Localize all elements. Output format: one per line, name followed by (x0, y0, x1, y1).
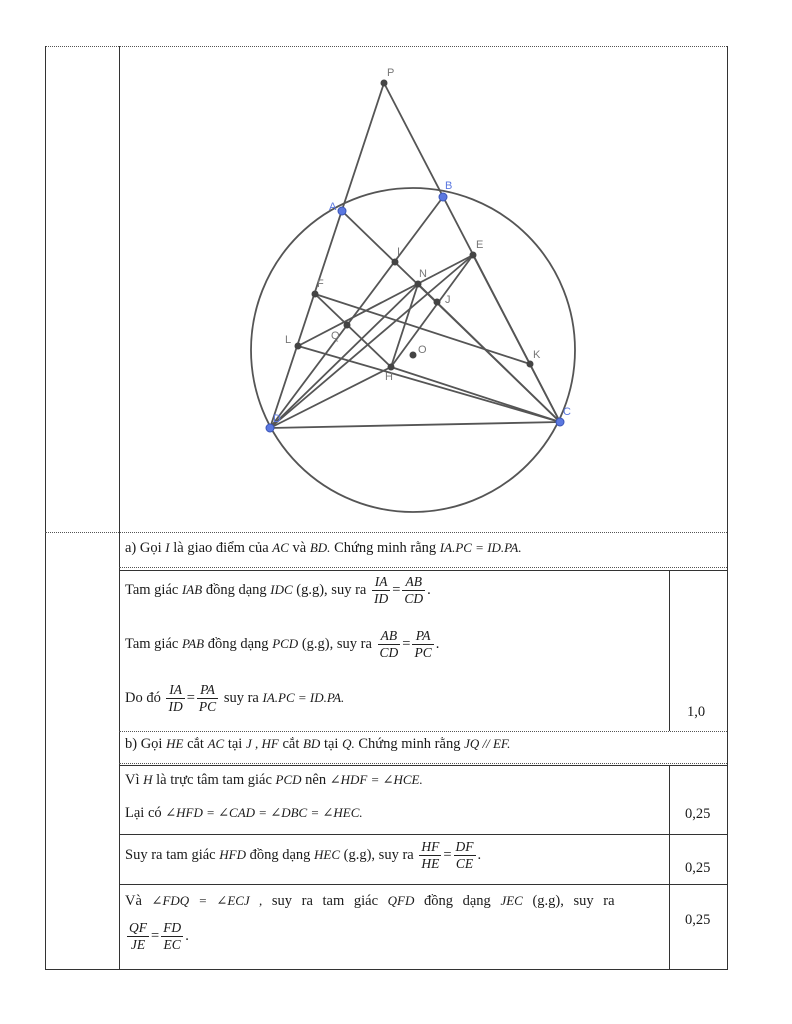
table-right-border (727, 46, 728, 970)
fraction: $\frac{AB}{CD}$ (379, 628, 399, 661)
partb-line3: Suy ra tam giác HFD đồng dạng HEC (g.g), suy ra $\frac{HF}{HE}$ = $\frac{DF}{CE}$ . (125, 839, 482, 872)
parta-score: 1,0 (687, 704, 706, 720)
partb-score1: 0,25 (685, 806, 711, 822)
label-A: A (329, 201, 337, 213)
score-col-left (669, 570, 670, 731)
label-N: N (419, 268, 427, 280)
label-B: B (445, 180, 453, 192)
fraction: $\frac{QF}{JE}$ (129, 920, 147, 953)
parta-prompt: a) Gọi I là giao điểm của AC và BD. Chứng minh rằng IA.PC = ID.PA. (125, 540, 522, 556)
partb-line4: Và ∠FDQ = ∠ECJ , suy ra tam giác QFD đồng dạng JEC (g.g), suy ra (125, 893, 615, 909)
figure-row-bottom (45, 532, 727, 533)
parta-line1: Tam giác IAB đồng dạng IDC (g.g), suy ra $\frac{IA}{ID}$ = $\frac{AB}{CD}$ . (125, 574, 431, 607)
partb-line2: Lại có ∠HFD = ∠CAD = ∠DBC = ∠HEC. (125, 805, 363, 821)
partb-prompt: b) Gọi HE cắt AC tại J , HF cắt BD tại Q. Chứng minh rằng JQ // EF. (125, 736, 511, 752)
score-col-left-b (669, 765, 670, 969)
label-C: C (563, 406, 571, 418)
label-E: E (476, 239, 484, 251)
fraction: $\frac{PA}{PC}$ (414, 628, 432, 661)
label-P: P (387, 67, 395, 79)
left-col-left-border (45, 46, 46, 970)
fraction: $\frac{FD}{EC}$ (163, 920, 182, 953)
label-D: D (273, 413, 281, 425)
parta-line2: Tam giác PAB đồng dạng PCD (g.g), suy ra $\frac{AB}{CD}$ = $\frac{PA}{PC}$ . (125, 628, 440, 661)
label-K: K (533, 349, 541, 361)
geometry-figure (120, 47, 726, 531)
label-O: O (418, 344, 427, 356)
partb-score3: 0,25 (685, 912, 711, 928)
fraction: $\frac{PA}{PC}$ (198, 682, 217, 715)
parta-bottom (119, 731, 727, 732)
partb-prompt-bottom (119, 763, 727, 764)
label-I: I (397, 246, 401, 258)
partb-box-top (119, 765, 727, 766)
label-L: L (285, 334, 292, 346)
partb-row1-bottom (119, 834, 727, 835)
label-J: J (445, 294, 451, 306)
parta-prompt-bottom (119, 567, 727, 568)
fraction: $\frac{IA}{ID}$ (168, 682, 183, 715)
fraction: $\frac{IA}{ID}$ (373, 574, 389, 607)
parta-line3: Do đó $\frac{IA}{ID}$ = $\frac{PA}{PC}$ suy ra IA.PC = ID.PA. (125, 682, 345, 715)
partb-score2: 0,25 (685, 860, 711, 876)
fraction: $\frac{AB}{CD}$ (404, 574, 424, 607)
label-F: F (317, 278, 324, 290)
fraction: $\frac{HF}{HE}$ (421, 839, 440, 872)
partb-line4-cont: $\frac{QF}{JE}$ = $\frac{FD}{EC}$ . (129, 920, 189, 953)
table-bottom-border (45, 969, 728, 970)
parta-proof-box-top (119, 570, 727, 571)
partb-line1: Vì H là trực tâm tam giác PCD nên ∠HDF = ∠HCE. (125, 772, 423, 788)
fraction: $\frac{DF}{CE}$ (455, 839, 474, 872)
partb-row2-bottom (119, 884, 727, 885)
label-H: H (385, 371, 393, 383)
label-Q: Q (331, 330, 340, 342)
